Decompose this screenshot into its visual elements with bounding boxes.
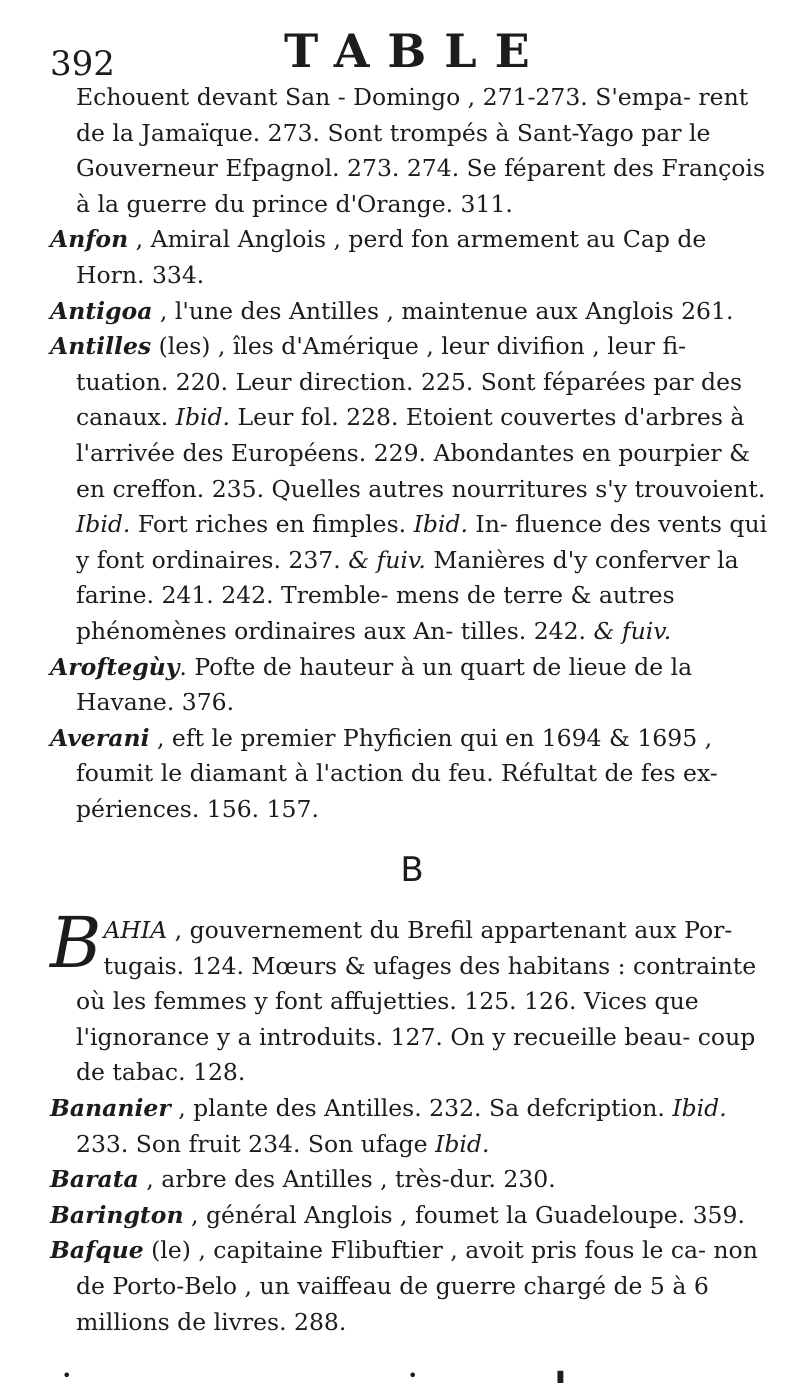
entry-text: (le) , capitaine Flibuftier , avoit pris fous le ca- non de Porto-Belo , un vaiffeau de guerre chargé de 5 à 6 millions de livres. 288. xyxy=(76,1236,758,1336)
entry-term: Averani xyxy=(50,723,150,752)
entry-reference: Ibid. xyxy=(76,510,131,539)
index-entry-antilles xyxy=(50,329,774,649)
drop-cap: B xyxy=(50,902,102,985)
index-entry-arosteguy xyxy=(50,650,774,721)
entry-term: Anfon xyxy=(50,225,129,254)
entry-text: , l'une des Antilles , maintenue aux Anglois 261. xyxy=(152,296,734,325)
index-entry-barata xyxy=(50,1162,774,1198)
entry-text: (les) , îles d'Amérique , leur divifion , leur fi- tuation. 220. Leur direction. 225. Sont féparées par des canaux. xyxy=(76,332,743,432)
entry-text: , général Anglois , foumet la Guadeloupe. 359. xyxy=(183,1200,745,1229)
entry-term: Bananier xyxy=(50,1094,171,1123)
entry-text: Leur fol. 228. Etoient couvertes d'arbres à l'arrivée des Européens. 229. Abondantes en pourpier & en creffon. 235. Quelles autres nourritures s'y trouvoient. xyxy=(76,403,766,503)
entry-text: , Amiral Anglois , perd fon armement au Cap de Horn. 334. xyxy=(76,225,707,289)
entry-text: , gouvernement du Brefil appartenant aux Por- tugais. 124. Mœurs & ufages des habitans : contrainte où les femmes y font affujetties. 125. 126. Vices que l'ignorance y a introduits. 127. On y recueille beau- coup de tabac. 128. xyxy=(76,916,757,1087)
entry-term: AHIA xyxy=(103,916,168,945)
index-entry-barington xyxy=(50,1198,774,1234)
entry-reference: Ibid. xyxy=(413,510,468,539)
entry-reference: Ibid. xyxy=(672,1094,727,1123)
index-entry-basque xyxy=(50,1233,774,1340)
entry-text: 233. Son fruit 234. Son ufage xyxy=(76,1129,436,1158)
running-title: TABLE xyxy=(284,24,548,78)
print-mark-dot: ▮ xyxy=(556,1366,565,1385)
index-entry-bananier xyxy=(50,1091,774,1162)
entry-text: . Pofte de hauteur à un quart de lieue de la Havane. 376. xyxy=(76,652,693,717)
index-entry-averani xyxy=(50,721,774,828)
entry-reference: & fuiv. xyxy=(348,545,426,574)
entry-term: Barington xyxy=(50,1200,184,1229)
page-header xyxy=(50,18,774,84)
entry-text: , eft le premier Phyficien qui en 1694 & 1695 , foumit le diamant à l'action du feu. Réfultat de fes ex- périences. 156. 157. xyxy=(76,723,718,823)
print-mark-dot: • xyxy=(408,1366,418,1385)
entry-reference: & fuiv. xyxy=(593,616,672,645)
entry-term: Antigoa xyxy=(50,296,153,325)
print-mark-dot: • xyxy=(62,1366,72,1385)
index-entry-antigoa xyxy=(50,294,774,330)
page-number: 392 xyxy=(50,44,115,84)
entry-reference: Ibid. xyxy=(175,403,231,432)
section-letter: B xyxy=(400,850,424,891)
index-entry-anfon xyxy=(50,222,774,293)
index-entry-continuation xyxy=(50,80,774,222)
entry-text: Manières d'y conferver la farine. 241. 242. Tremble- mens de terre & autres phénomènes ordinaires aux An- tilles. 242. xyxy=(76,545,739,645)
entry-text: Fort riches en fimples. xyxy=(130,510,414,539)
index-entry-bahia xyxy=(50,902,774,1091)
entry-text: Echouent devant San - Domingo , 271-273. S'empa- rent de la Jamaïque. 273. Sont trompés à Sant-Yago par le Gouverneur Efpagnol. 273. 274. Se féparent des François à la guerre du prince d'Orange. 311. xyxy=(76,83,766,218)
entry-term: Bafque xyxy=(50,1236,144,1265)
entry-reference: Ibid. xyxy=(435,1129,490,1158)
entry-text: In- fluence des vents qui y font ordinaires. 237. xyxy=(76,510,768,574)
entry-term: Antilles xyxy=(50,332,152,361)
entry-text: , arbre des Antilles , très-dur. 230. xyxy=(138,1165,556,1194)
entry-term: Aroftegùy xyxy=(50,652,180,681)
index-body xyxy=(50,80,774,1340)
entry-term: Barata xyxy=(50,1165,139,1194)
entry-text: , plante des Antilles. 232. Sa defcription. xyxy=(170,1094,673,1123)
